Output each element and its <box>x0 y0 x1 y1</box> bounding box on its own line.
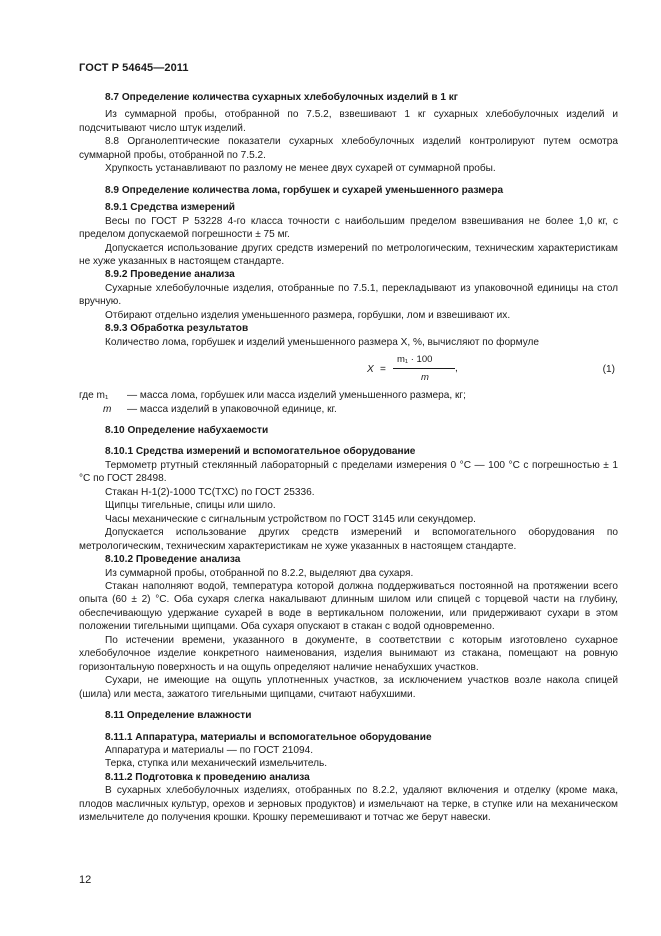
section-8-10-1-paragraph-4: Часы механические с сигнальным устройством по ГОСТ 3145 или секундомер. <box>105 513 476 525</box>
formula-lhs: X <box>367 364 374 376</box>
formula-1 <box>79 349 618 389</box>
section-8-9-2-paragraph: Сухарные хлебобулочные изделия, отобранные по 7.5.1, перекладывают из упаковочной единицы на стол вручную. <box>79 282 618 308</box>
section-8-9-3-paragraph: Количество лома, горбушек и изделий уменьшенного размера X, %, вычисляют по формуле <box>105 336 540 348</box>
page-number: 12 <box>79 874 92 886</box>
section-8-10-2-paragraph-3: По истечении времени, указанного в документе, в соответствии с которым изготовлено сухарное хлебобулочное изделие конкретного наименования, изделия вынимают из стакана, помещают на ровную горизонтальную поверхность и на ощупь определяют наличие ненабухших участков. <box>79 634 618 673</box>
section-8-11-1-paragraph: Аппаратура и материалы — по ГОСТ 21094. <box>105 745 314 756</box>
section-8-9-3-title: 8.9.3 Обработка результатов <box>105 323 249 335</box>
legend-text: — масса лома, горбушек или масса изделий уменьшенного размера, кг; <box>127 390 466 402</box>
formula-number: (1) <box>602 364 615 376</box>
formula-fraction-bar <box>393 368 455 369</box>
section-8-7-title: 8.7 Определение количества сухарных хлебобулочных изделий в 1 кг <box>105 92 459 103</box>
legend-symbol: где m₁ <box>79 390 109 402</box>
section-8-10-2-paragraph-4: Сухари, не имеющие на ощупь уплотненных участков, за исключением участков возле накола спицей (шила) или места, зажатого тигельными щипцами, считают набухшими. <box>79 675 618 700</box>
section-8-11-title: 8.11 Определение влажности <box>105 710 252 722</box>
section-8-8-paragraph: 8.8 Органолептические показатели сухарных хлебобулочных изделий контролируют путем осмотра суммарной пробы, отобранной по 7.5.2. <box>79 136 618 161</box>
formula-numerator: m₁ · 100 <box>397 354 433 366</box>
section-8-9-1-paragraph: Весы по ГОСТ Р 53228 4-го класса точности с наибольшим пределом взвешивания не более 1,0 кг, с пределом допускаемой погрешности ± 75 мг. <box>79 215 618 241</box>
formula-legend-item <box>79 389 618 402</box>
document-header: ГОСТ Р 54645—2011 <box>79 62 189 74</box>
section-8-9-title: 8.9 Определение количества лома, горбушек и сухарей уменьшенного размера <box>105 184 504 196</box>
legend-text: — масса изделий в упаковочной единице, кг. <box>127 403 337 415</box>
section-8-8-paragraph-2: Хрупкость устанавливают по разлому не менее двух сухарей от суммарной пробы. <box>105 163 496 175</box>
formula-comma: , <box>455 363 458 375</box>
formula-equals: = <box>380 364 386 376</box>
section-8-10-2-paragraph-2: Стакан наполняют водой, температура которой должна поддерживаться постоянной на протяжении всего опыта (60 ± 2) °С. Оба сухаря слегка накалывают длинным шилом или спицей с торцевой части на глубину, обеспечивающую удержание сухарей в воде в вертикальном положении, или придерживают сухари в этом положении тигельными щипцами. Оба сухаря опускают в стакан с водой одновременно. <box>79 581 618 633</box>
section-8-9-1-paragraph-2: Допускается использование других средств измерений по метрологическим, техническим характеристикам не хуже указанных в настоящем стандарте. <box>79 242 618 267</box>
section-8-10-2-paragraph: Из суммарной пробы, отобранной по 8.2.2, выделяют два сухаря. <box>105 567 414 579</box>
section-8-10-2-title: 8.10.2 Проведение анализа <box>105 554 241 566</box>
section-8-10-1-paragraph-5: Допускается использование других средств измерений и вспомогательного оборудования по метрологическим, техническим характеристикам не хуже указанных в настоящем стандарте. <box>79 527 618 552</box>
section-8-11-1-title: 8.11.1 Аппаратура, материалы и вспомогательное оборудование <box>105 731 432 743</box>
section-8-10-1-paragraph-3: Щипцы тигельные, спицы или шило. <box>105 500 276 512</box>
formula-denominator: m <box>421 372 429 384</box>
section-8-7-paragraph: Из суммарной пробы, отобранной по 7.5.2, взвешивают 1 кг сухарных хлебобулочных изделий и подсчитывают число штук изделий. <box>79 109 618 134</box>
section-8-10-title: 8.10 Определение набухаемости <box>105 425 269 437</box>
section-8-9-1-title: 8.9.1 Средства измерений <box>105 202 235 214</box>
formula-legend-item <box>79 403 618 416</box>
section-8-10-1-paragraph-2: Стакан Н-1(2)-1000 ТС(ТХС) по ГОСТ 25336. <box>105 486 315 498</box>
section-8-10-1-title: 8.10.1 Средства измерений и вспомогательное оборудование <box>105 446 416 458</box>
section-8-11-1-paragraph-2: Терка, ступка или механический измельчитель. <box>105 758 328 770</box>
section-8-9-2-title: 8.9.2 Проведение анализа <box>105 269 235 281</box>
section-8-10-1-paragraph: Термометр ртутный стеклянный лабораторный с пределами измерения 0 °С — 100 °С с погрешностью ± 1 °С по ГОСТ 28498. <box>79 459 618 485</box>
section-8-11-2-title: 8.11.2 Подготовка к проведению анализа <box>105 771 310 783</box>
document-body <box>79 91 618 825</box>
legend-symbol: m <box>103 403 112 415</box>
section-8-11-2-paragraph: В сухарных хлебобулочных изделиях, отобранных по 8.2.2, удаляют включения и отделку (кроме мака, плодов масличных культур, орехов и зерновых продуктов) и измельчают на терке, в ступке или на механическом измельчителе до получения крошки. Крошку перемешивают и тотчас же берут навески. <box>79 785 618 824</box>
section-8-9-2-paragraph-2: Отбирают отдельно изделия уменьшенного размера, горбушки, лом и взвешивают их. <box>105 309 511 321</box>
